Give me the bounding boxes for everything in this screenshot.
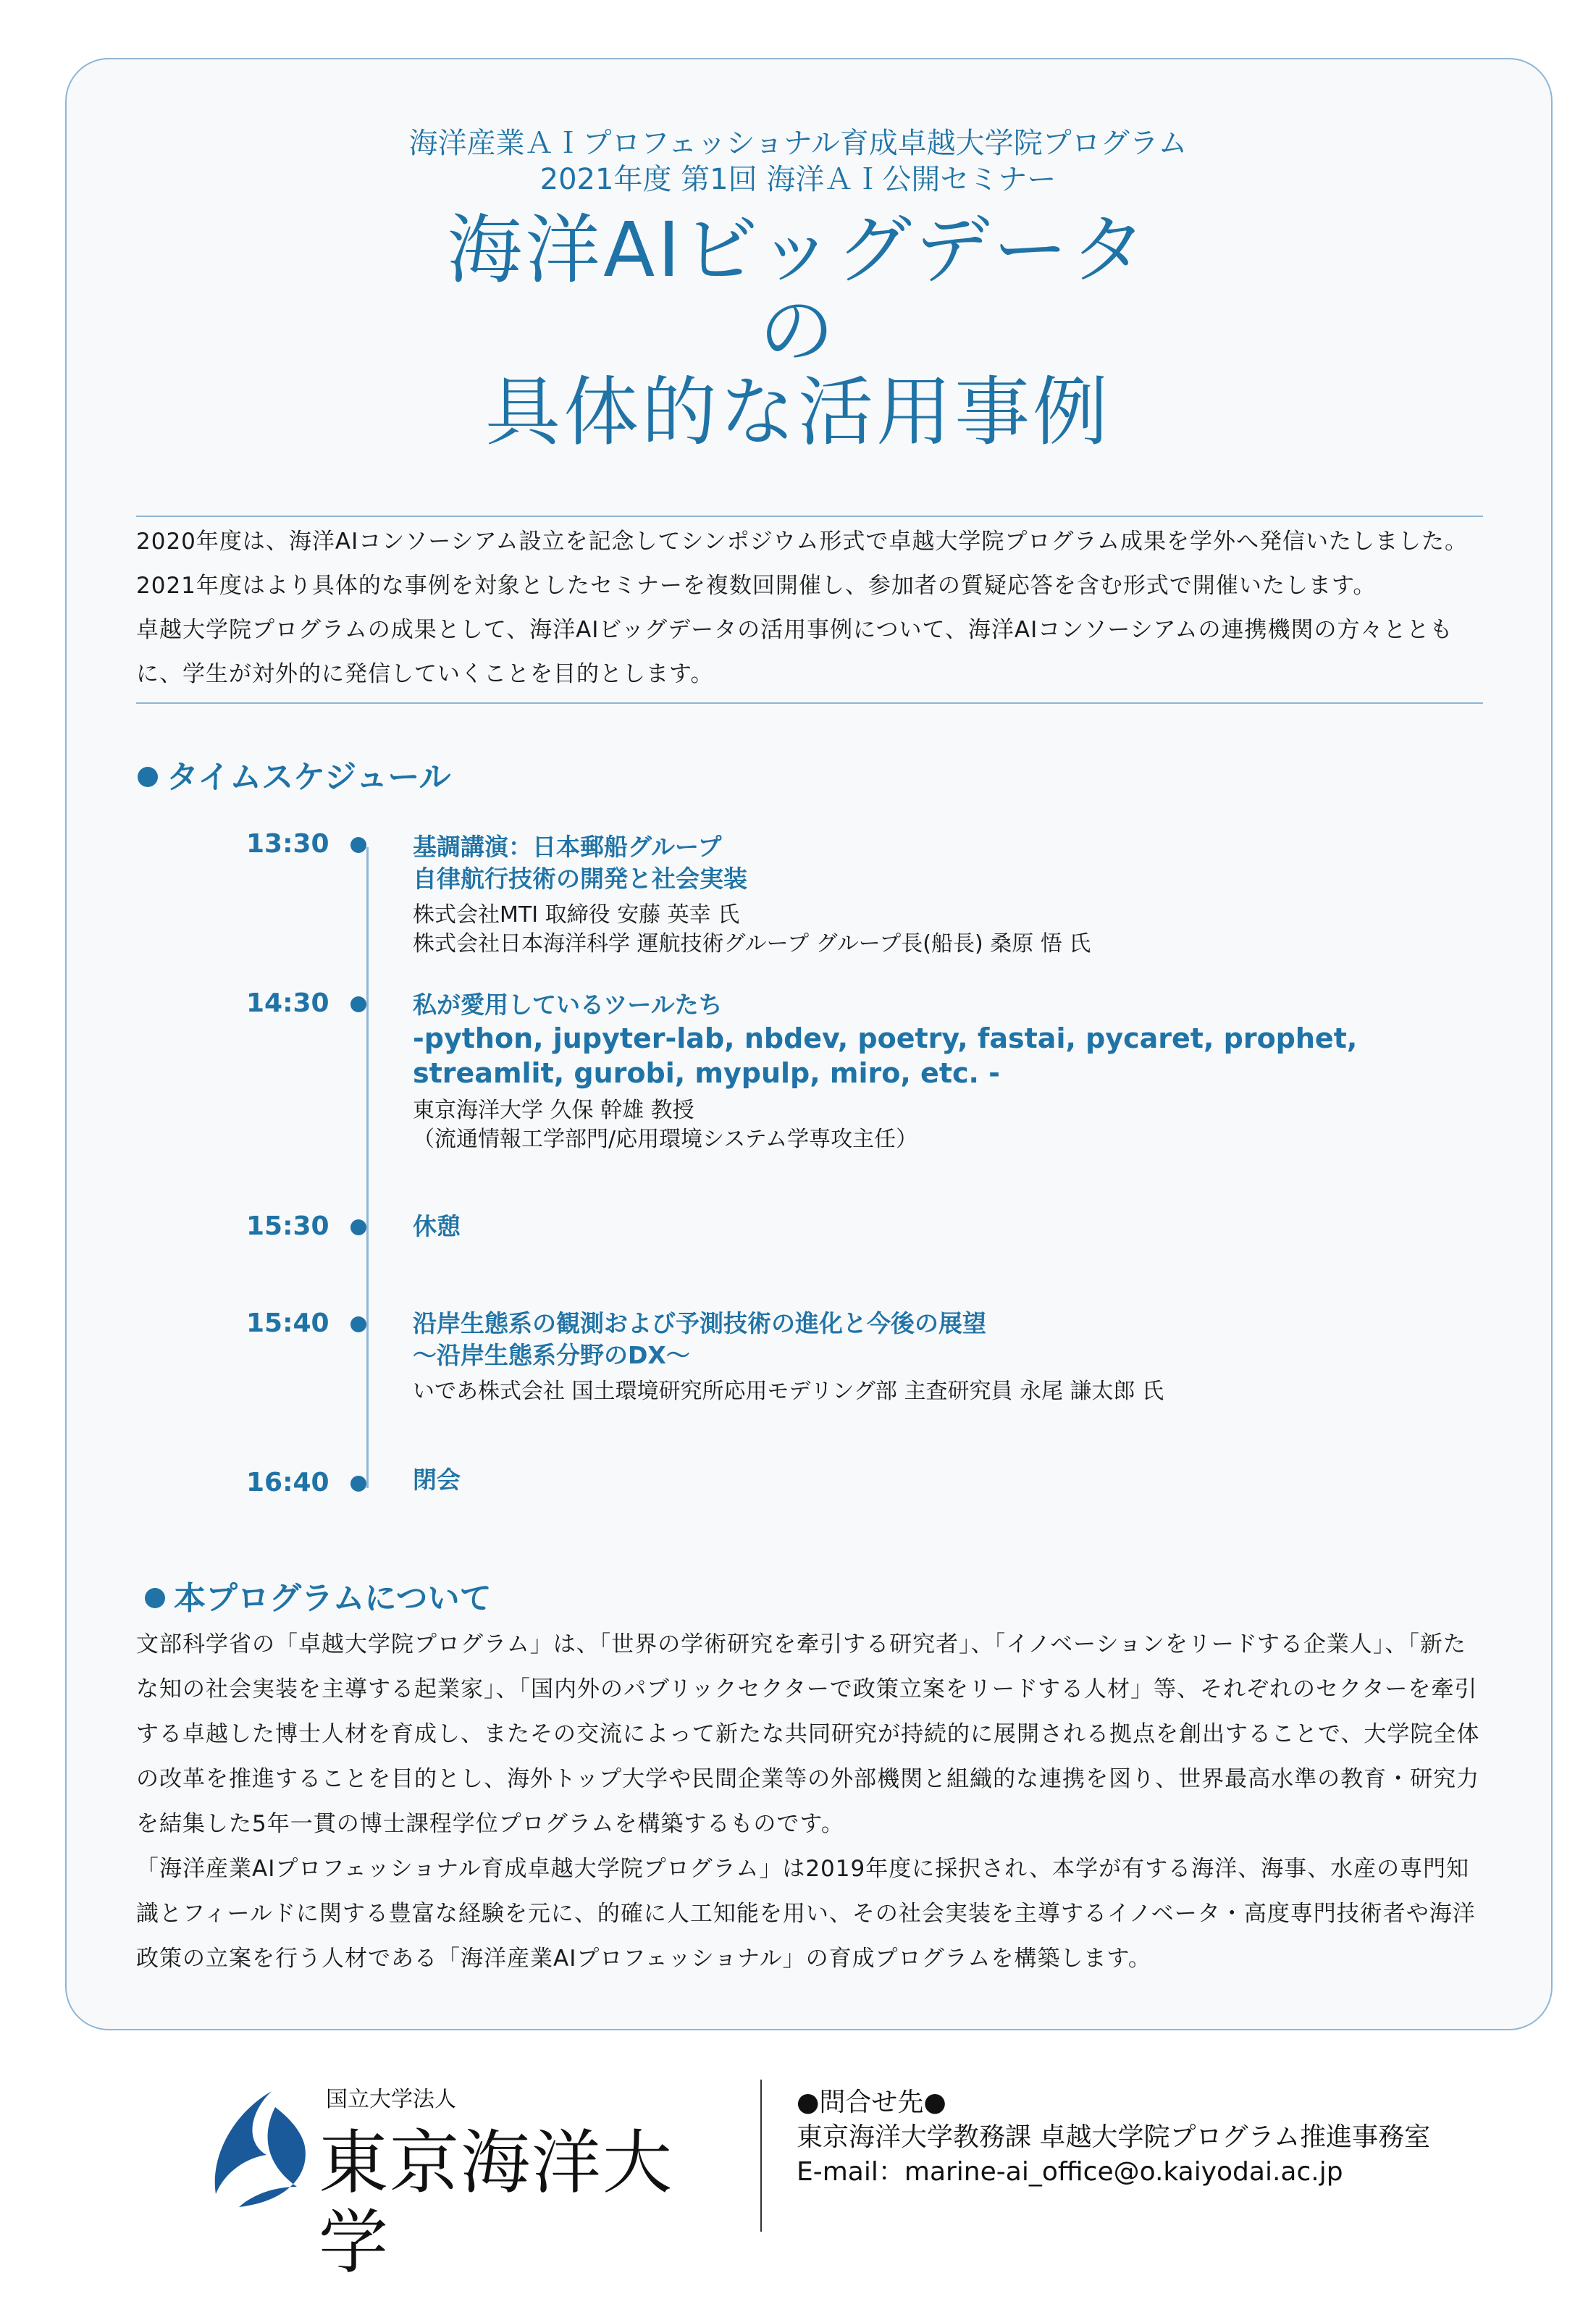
timeline-dot-icon xyxy=(350,1476,366,1492)
contact-email: E-mail：marine-ai_office@o.kaiyodai.ac.jp xyxy=(797,2157,1343,2187)
speaker: 株式会社MTI 取締役 安藤 英幸 氏 株式会社日本海洋科学 運航技術グループ グループ長(船長) 桑原 悟 氏 xyxy=(413,902,1091,957)
item-title: 基調講演：日本郵船グループ xyxy=(413,833,722,861)
about-paragraph: 「海洋産業AIプロフェッショナル育成卓越大学院プログラム」は2019年度に採択され、本学が有する海洋、海事、水産の専門知識とフィールドに関する豊富な経験を元に、的確に人工知能を用い、その社会実装を主導するイノベータ・高度専門技術者や海洋政策の立案を行う人材である「海洋産業AIプロフェッショナル」の育成プログラムを構築します。 xyxy=(136,1856,1476,1972)
bullet-icon xyxy=(138,767,158,787)
wave-logo-icon xyxy=(203,2085,311,2208)
about-paragraph: 文部科学省の「卓越大学院プログラム」は、「世界の学術研究を牽引する研究者」、「イノベーションをリードする企業人」、「新たな知の社会実装を主導する起業家」、「国内外のパブリックセクターで政策立案をリードする人材」等、それぞれのセクターを牽引する卓越した博士人材を育成し、またその交流によって新たな共同研究が持続的に展開される拠点を創出することで、大学院全体の改革を推進することを目的とし、海外トップ大学や民間企業等の外部機関と組織的な連携を図り、世界最高水準の教育・研究力を結集した5年一貫の博士課程学位プログラムを構築するものです。 xyxy=(136,1631,1480,1837)
item-subtitle: -python, jupyter-lab, nbdev, poetry, fastai, pycaret, prophet, streamlit, gurobi, mypulp, miro, etc. - xyxy=(413,1022,1358,1089)
time-label: 16:40 xyxy=(246,1468,329,1497)
intro-bottom-rule xyxy=(136,702,1483,704)
schedule-item xyxy=(413,1211,1499,1243)
schedule-heading: タイムスケジュール xyxy=(138,757,450,798)
timeline-dot-icon xyxy=(350,996,366,1012)
university-logo xyxy=(203,2085,731,2283)
item-title: 閉会 xyxy=(413,1466,461,1494)
speaker: いであ株式会社 国土環境研究所応用モデリング部 主査研究員 永尾 謙太郎 氏 xyxy=(413,1379,1164,1404)
bullet-icon xyxy=(145,1588,165,1608)
item-subtitle: ～沿岸生態系分野のDX～ xyxy=(413,1341,690,1369)
speaker: 東京海洋大学 久保 幹雄 教授 （流通情報工学部門/応用環境システム学専攻主任） xyxy=(413,1098,918,1152)
timeline-dot-icon xyxy=(350,837,366,853)
time-label: 13:30 xyxy=(246,829,329,859)
university-name: 東京海洋大学 xyxy=(319,2122,673,2283)
schedule-item xyxy=(413,831,1499,959)
title-line-3: 具体的な活用事例 xyxy=(484,368,1111,456)
about-heading: 本プログラムについて xyxy=(145,1579,492,1619)
item-title: 沿岸生態系の観測および予測技術の進化と今後の展望 xyxy=(413,1309,986,1337)
title-line-2: の xyxy=(758,287,837,375)
seminar-name: 2021年度 第1回 海洋ＡＩ公開セミナー xyxy=(539,163,1057,196)
about-text xyxy=(136,1622,1483,1981)
timeline-dot-icon xyxy=(350,1316,366,1332)
time-label: 15:40 xyxy=(246,1308,329,1338)
title-line-1: 海洋AIビッグデータ xyxy=(447,206,1149,294)
schedule-item xyxy=(413,1308,1499,1406)
item-subtitle: 自律航行技術の開発と社会実装 xyxy=(413,865,747,893)
intro-top-rule xyxy=(136,516,1483,517)
footer-divider xyxy=(760,2080,762,2232)
intro-paragraph: 2020年度は、海洋AIコンソーシアム設立を記念してシンポジウム形式で卓越大学院プログラム成果を学外へ発信いたしました。2021年度はより具体的な事例を対象としたセミナーを複数回開催し、参加者の質疑応答を含む形式で開催いたします。 xyxy=(136,529,1469,599)
contact-info xyxy=(797,2085,1521,2190)
contact-office: 東京海洋大学教務課 卓越大学院プログラム推進事務室 xyxy=(797,2122,1431,2152)
intro-paragraph: 卓越大学院プログラムの成果として、海洋AIビッグデータの活用事例について、海洋AIコンソーシアムの連携機関の方々とともに、学生が対外的に発信していくことを目的とします。 xyxy=(136,617,1453,687)
schedule-item xyxy=(413,989,1499,1154)
timeline-dot-icon xyxy=(350,1219,366,1235)
item-title: 私が愛用しているツールたち xyxy=(413,991,723,1019)
time-label: 14:30 xyxy=(246,988,329,1018)
schedule-item xyxy=(413,1464,1499,1496)
program-name: 海洋産業ＡＩプロフェッショナル育成卓越大学院プログラム xyxy=(408,127,1188,160)
intro-text xyxy=(136,520,1483,697)
contact-heading: ●問合せ先● xyxy=(797,2088,946,2117)
time-label: 15:30 xyxy=(246,1211,329,1241)
timeline-line xyxy=(366,847,369,1488)
org-type: 国立大学法人 xyxy=(326,2087,456,2112)
item-title: 休憩 xyxy=(413,1212,461,1240)
